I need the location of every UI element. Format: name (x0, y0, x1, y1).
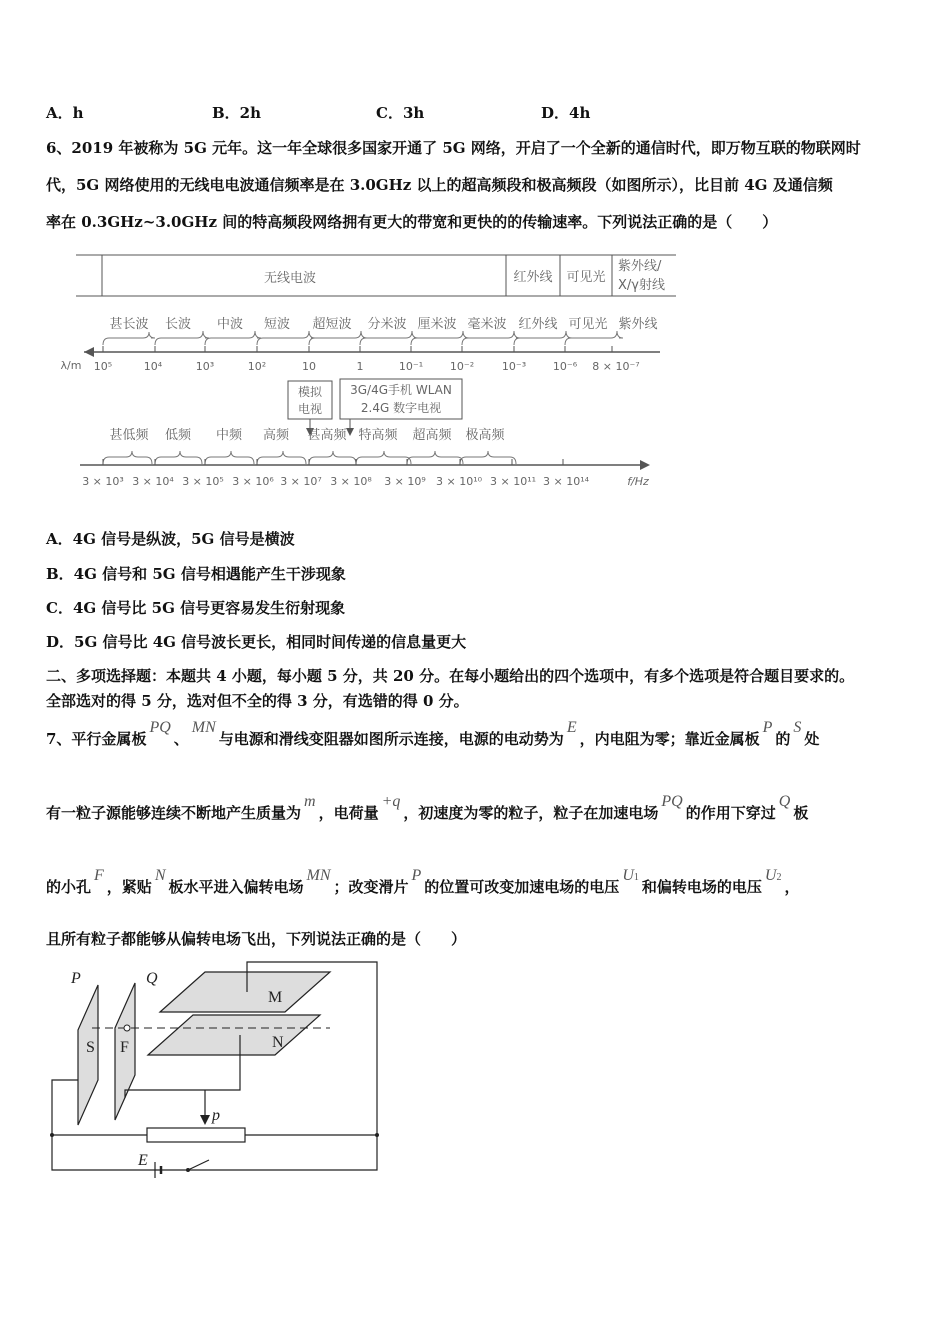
q7-text: 板水平进入偏转电场 (168, 878, 304, 896)
q6-stem-line-1: 6、2019 年被称为 5G 元年。这一年全球很多国家开通了 5G 网络，开启了一个全新的通信时代，即万物互联的物联网时 (46, 139, 861, 157)
wave-band-label: 厘米波 (417, 317, 457, 332)
lambda-tick: 8 × 10⁻⁷ (592, 360, 640, 373)
q7-text: 有一粒子源能够连续不断地产生质量为 (46, 804, 302, 822)
var-e: E (566, 719, 577, 736)
lambda-tick: 10⁻¹ (398, 360, 424, 373)
wave-band-label: 长波 (164, 317, 192, 332)
hole-f (124, 1025, 130, 1031)
lambda-tick: 1 (356, 360, 364, 373)
q6-option-d: D．5G 信号比 4G 信号波长更长，相同时间传递的信息量更大 (46, 633, 467, 651)
lambda-tick: 10⁻⁶ (552, 360, 578, 373)
band-xray: X/γ射线 (618, 278, 665, 293)
lambda-tick: 10² (247, 360, 267, 373)
wave-band-label: 紫外线 (618, 317, 658, 332)
q6-option-a: A．4G 信号是纵波，5G 信号是横波 (46, 530, 295, 548)
var-p: P (411, 867, 422, 884)
band-visible: 可见光 (566, 270, 606, 285)
label-s: S (86, 1039, 95, 1056)
band-uv: 紫外线/ (618, 259, 662, 274)
q7-stem-line-4: 且所有粒子都能够从偏转电场飞出，下列说法正确的是（ ） (46, 930, 467, 948)
label-slider-p: p (212, 1107, 220, 1124)
freq-band-label: 极高频 (465, 428, 505, 443)
lambda-tick: 10 (302, 360, 316, 373)
freq-tick: 3 × 10¹⁴ (542, 475, 590, 488)
plate-m (160, 972, 330, 1012)
var-f: F (94, 867, 104, 884)
label-m: M (268, 989, 283, 1006)
band-infrared: 红外线 (513, 270, 553, 285)
var-u2: U2 (764, 867, 782, 884)
q7-text: 7、平行金属板 (46, 730, 147, 748)
wave-band-label: 中波 (216, 317, 244, 332)
lambda-tick: 10⁻² (449, 360, 475, 373)
em-spectrum-figure (58, 250, 678, 495)
box-4g-line1: 3G/4G手机 WLAN (350, 383, 452, 397)
box-4g-line2: 2.4G 数字电视 (360, 401, 442, 415)
freq-band-label: 甚低频 (109, 428, 149, 443)
q7-text: ；改变滑片 (333, 878, 409, 896)
var-q: +q (381, 793, 401, 810)
q6-option-c: C．4G 信号比 5G 信号更容易发生衍射现象 (46, 599, 346, 617)
lambda-tick: 10³ (195, 360, 215, 373)
wave-band-label: 超短波 (312, 317, 352, 332)
q7-text: 的 (775, 730, 791, 748)
lambda-tick: 10⁴ (143, 360, 163, 373)
freq-band-label: 超高频 (412, 428, 452, 443)
label-q: Q (146, 970, 158, 987)
var-s: S (793, 719, 802, 736)
plate-n (148, 1015, 320, 1055)
q7-text: 和偏转电场的电压 (641, 878, 762, 896)
wave-band-label: 短波 (263, 317, 291, 332)
q7-text: ，紧贴 (106, 878, 152, 896)
box-analog-tv-line2: 电视 (297, 402, 323, 416)
var-n: N (154, 867, 166, 884)
wave-band-label: 可见光 (568, 317, 608, 332)
lambda-tick: 10⁻³ (501, 360, 527, 373)
box-analog-tv-line1: 模拟 (297, 385, 323, 399)
freq-tick: 3 × 10³ (82, 475, 124, 488)
circuit-diagram (40, 955, 390, 1180)
q7-text: 的作用下穿过 (685, 804, 776, 822)
label-f: F (120, 1039, 129, 1056)
q6-option-b: B．4G 信号和 5G 信号相遇能产生干涉现象 (46, 565, 346, 583)
wave-band-label: 分米波 (367, 317, 407, 332)
var-mn: MN (306, 867, 331, 884)
q7-text: 、 (173, 730, 189, 748)
wave-band-label: 红外线 (518, 317, 558, 332)
freq-axis-label: f/Hz (627, 475, 649, 488)
label-n: N (272, 1034, 284, 1051)
q7-text: ，电荷量 (318, 804, 379, 822)
wave-band-label: 甚长波 (109, 317, 149, 332)
prev-option-d: D．4h (541, 104, 591, 122)
q7-text: 的小孔 (46, 878, 92, 896)
q7-text: 与电源和滑线变阻器如图所示连接，电源的电动势为 (218, 730, 564, 748)
freq-tick: 3 × 10¹⁰ (435, 475, 483, 488)
section2-line-2: 全部选对的得 5 分，选对但不全的得 3 分，有选错的得 0 分。 (46, 692, 469, 710)
lambda-tick: 10⁵ (93, 360, 113, 373)
freq-tick: 3 × 10⁹ (384, 475, 426, 488)
section2-line-1: 二、多项选择题：本题共 4 小题，每小题 5 分，共 20 分。在每小题给出的四个选项中，有多个选项是符合题目要求的。 (46, 667, 855, 685)
prev-option-a: A．h (46, 104, 84, 122)
freq-band-label: 特高频 (358, 428, 398, 443)
freq-band-label: 高频 (262, 428, 290, 443)
band-radio: 无线电波 (263, 271, 317, 286)
lambda-axis-label: λ/m (60, 359, 82, 372)
freq-band-label: 低频 (164, 428, 192, 443)
q7-text: 板 (793, 804, 809, 822)
q7-stem-line-2 (46, 793, 809, 823)
freq-tick: 3 × 10⁸ (330, 475, 372, 488)
freq-tick: 3 × 10⁶ (232, 475, 274, 488)
freq-band-label: 中频 (215, 428, 243, 443)
var-u1: U1 (622, 867, 639, 884)
q7-text: ，初速度为零的粒子，粒子在加速电场 (403, 804, 659, 822)
q7-text: 处 (804, 730, 820, 748)
q7-text: ，内电阻为零；靠近金属板 (579, 730, 760, 748)
var-m: m (304, 793, 316, 810)
q6-stem-line-3: 率在 0.3GHz~3.0GHz 间的特高频段网络拥有更大的带宽和更快的的传输速率。下列说法正确的是（ ） (46, 213, 778, 231)
freq-band-label: 甚高频 (307, 428, 347, 443)
label-p: P (71, 970, 81, 987)
q7-stem-line-1 (46, 719, 820, 749)
var-mn: MN (191, 719, 216, 736)
var-q-plate: Q (778, 793, 791, 810)
prev-option-c: C．3h (376, 104, 425, 122)
freq-tick: 3 × 10⁴ (132, 475, 174, 488)
q7-text: ， (784, 878, 800, 896)
q7-text: 的位置可改变加速电场的电压 (424, 878, 620, 896)
wave-band-label: 毫米波 (467, 317, 507, 332)
freq-tick: 3 × 10⁷ (280, 475, 322, 488)
prev-option-b: B．2h (212, 104, 262, 122)
var-pq: PQ (149, 719, 171, 736)
q7-stem-line-3 (46, 867, 800, 897)
label-e: E (138, 1152, 148, 1169)
var-pq: PQ (661, 793, 683, 810)
freq-tick: 3 × 10¹¹ (489, 475, 537, 488)
var-p: P (762, 719, 773, 736)
freq-tick: 3 × 10⁵ (182, 475, 224, 488)
q6-stem-line-2: 代，5G 网络使用的无线电电波通信频率是在 3.0GHz 以上的超高频段和极高频段（如图所示），比目前 4G 及通信频 (46, 176, 833, 194)
